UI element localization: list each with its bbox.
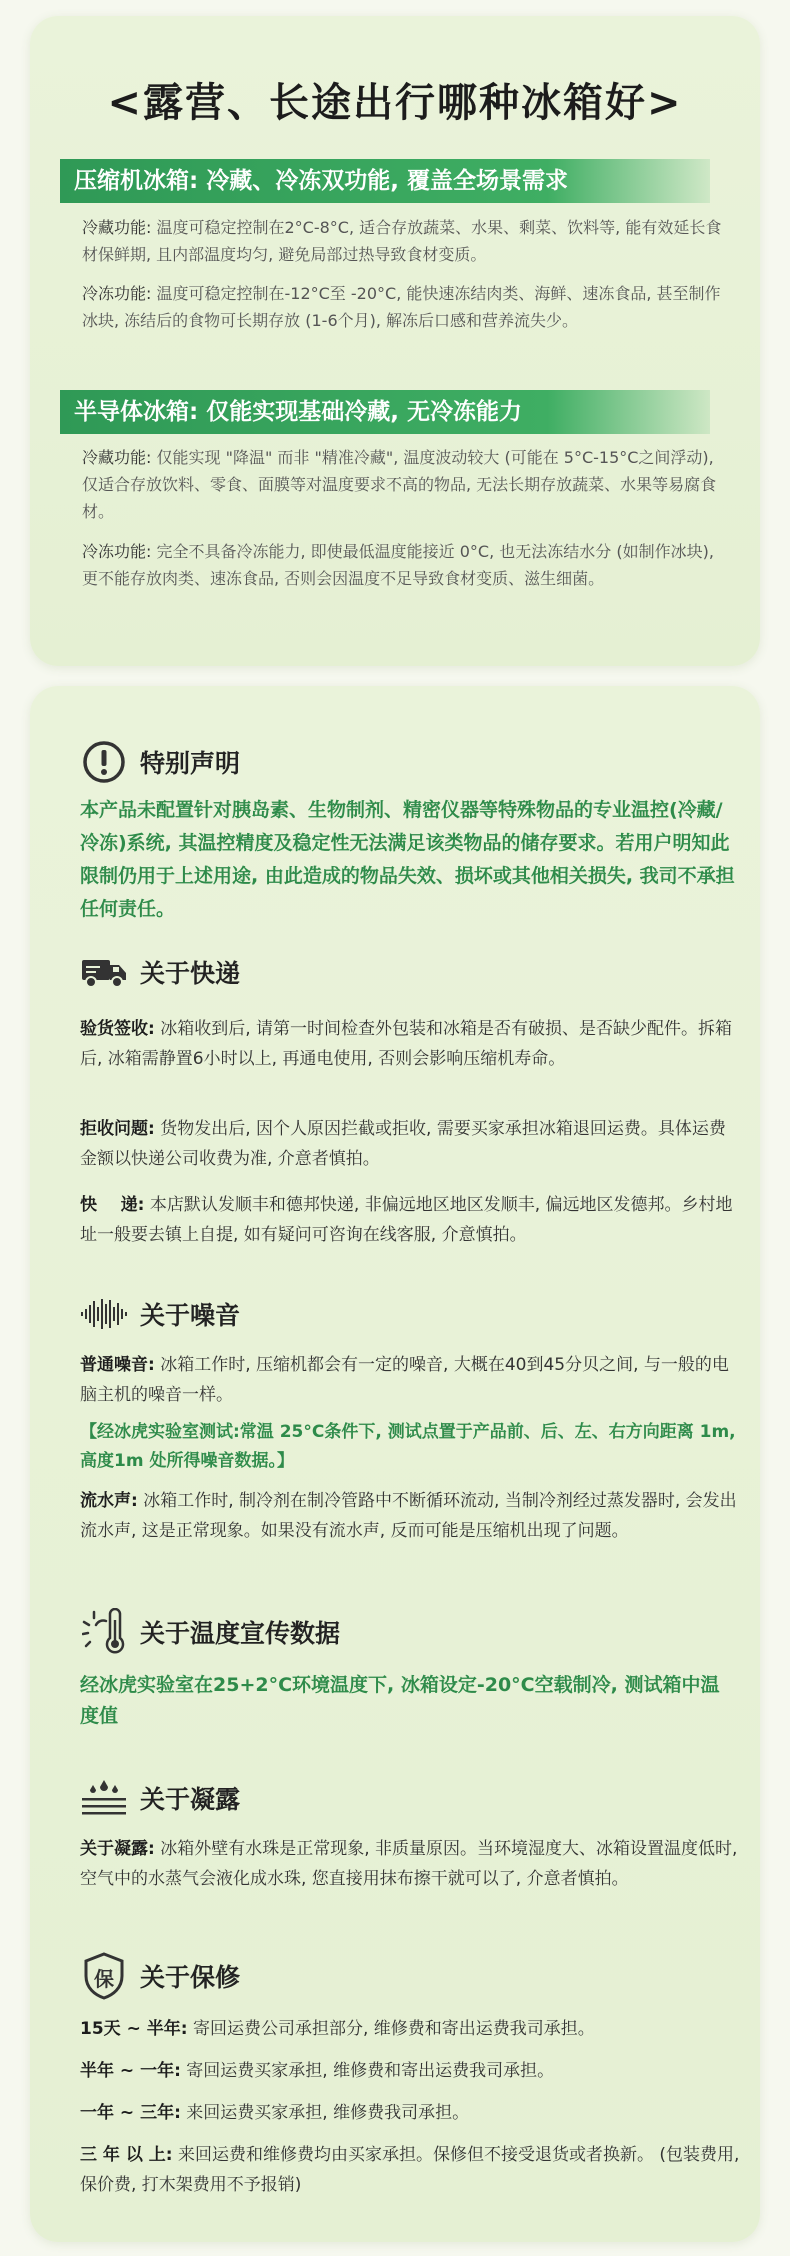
thermometer-sun-icon [80, 1608, 128, 1656]
delivery-item-label: 拒收问题: [80, 1119, 155, 1139]
noise-item-water-flow [80, 1486, 740, 1546]
warranty-item-1y-3y [80, 2098, 740, 2128]
warranty-item-over-3y [80, 2140, 740, 2200]
noise-item-label: 普通噪音: [80, 1355, 155, 1375]
delivery-item-inspection [80, 1014, 740, 1074]
warranty-shield-char: 保 [94, 1966, 114, 1991]
delivery-item-courier [80, 1190, 740, 1250]
delivery-item-rejection [80, 1114, 740, 1174]
warranty-item-text: 寄回运费公司承担部分, 维修费和寄出运费我司承担。 [187, 2019, 595, 2039]
dew-title: 关于凝露 [140, 1785, 241, 1814]
semiconductor-freeze-label: 冷冻功能: [82, 542, 152, 561]
dew-item [80, 1834, 740, 1894]
compressor-cold-text: 温度可稳定控制在2°C-8°C, 适合存放蔬菜、水果、剩菜、饮料等, 能有效延长食材保鲜期, 且内部温度均匀, 避免局部过热导致食材变质。 [82, 218, 722, 264]
delivery-item-label: 快 递: [80, 1195, 145, 1215]
warranty-item-label: 15天 ~ 半年: [80, 2019, 188, 2039]
semiconductor-cold-paragraph [82, 444, 732, 525]
warranty-item-text: 寄回运费买家承担, 维修费和寄出运费我司承担。 [180, 2061, 555, 2081]
notice-section-header [80, 738, 240, 786]
semiconductor-fridge-header: 半导体冰箱: 仅能实现基础冷藏, 无冷冻能力 [60, 390, 710, 434]
noise-title: 关于噪音 [140, 1301, 241, 1330]
warranty-item-label: 一年 ~ 三年: [80, 2103, 181, 2123]
noise-test-note: 【经冰虎实验室测试:常温 25°C条件下, 测试点置于产品前、后、左、右方向距离 1m, 高度1m 处所得噪音数据。】 [80, 1422, 736, 1471]
delivery-item-text: 货物发出后, 因个人原因拦截或拒收, 需要买家承担冰箱退回运费。具体运费金额以快递公司收费为准, 介意者慎拍。 [80, 1119, 726, 1169]
warranty-item-text: 来回运费和维修费均由买家承担。保修但不接受退货或者换新。 (包装费用, 保价费, 打木架费用不予报销) [80, 2145, 740, 2195]
exclamation-circle-icon [80, 738, 128, 786]
compressor-freeze-paragraph [82, 280, 732, 334]
delivery-section-header [80, 948, 240, 996]
warranty-title: 关于保修 [140, 1963, 241, 1992]
compressor-cold-paragraph [82, 214, 732, 268]
service-notes-card [30, 686, 760, 2242]
delivery-item-text: 冰箱收到后, 请第一时间检查外包装和冰箱是否有破损、是否缺少配件。拆箱后, 冰箱需静置6小时以上, 再通电使用, 否则会影响压缩机寿命。 [80, 1019, 733, 1069]
notice-text: 本产品未配置针对胰岛素、生物制剂、精密仪器等特殊物品的专业温控(冷藏/冷冻)系统, 其温控精度及稳定性无法满足该类物品的储存要求。若用户明知此限制仍用于上述用途, 由此造成的物品失效、损坏或其他相关损失, 我司不承担任何责任。 [80, 799, 735, 920]
semiconductor-freeze-paragraph [82, 538, 732, 592]
warranty-section-header [80, 1952, 240, 2000]
compressor-freeze-label: 冷冻功能: [82, 284, 152, 303]
noise-item-text: 冰箱工作时, 压缩机都会有一定的噪音, 大概在40到45分贝之间, 与一般的电脑主机的噪音一样。 [80, 1355, 729, 1405]
delivery-title: 关于快递 [140, 959, 241, 988]
warranty-item-6m-1y [80, 2056, 740, 2086]
noise-section-header [80, 1290, 240, 1338]
dew-section-header [80, 1774, 240, 1822]
temperature-title: 关于温度宣传数据 [140, 1619, 341, 1648]
page-title: <露营、长途出行哪种冰箱好> [107, 80, 683, 126]
notice-title: 特别声明 [140, 749, 241, 778]
warranty-shield-icon [80, 1952, 128, 2000]
delivery-item-text: 本店默认发顺丰和德邦快递, 非偏远地区地区发顺丰, 偏远地区发德邦。乡村地址一般要去镇上自提, 如有疑问可咨询在线客服, 介意慎拍。 [80, 1195, 733, 1245]
warranty-item-label: 三 年 以 上: [80, 2145, 173, 2165]
compressor-fridge-header: 压缩机冰箱: 冷藏、冷冻双功能, 覆盖全场景需求 [60, 159, 710, 203]
noise-item-normal [80, 1350, 740, 1410]
condensation-icon [80, 1774, 128, 1822]
semiconductor-cold-label: 冷藏功能: [82, 448, 152, 467]
sound-wave-icon [80, 1290, 128, 1338]
dew-item-label: 关于凝露: [80, 1839, 155, 1859]
semiconductor-freeze-text: 完全不具备冷冻能力, 即使最低温度能接近 0°C, 也无法冻结水分 (如制作冰块), 更不能存放肉类、速冻食品, 否则会因温度不足导致食材变质、滋生细菌。 [82, 542, 714, 588]
compressor-freeze-text: 温度可稳定控制在-12°C至 -20°C, 能快速冻结肉类、海鲜、速冻食品, 甚至制作冰块, 冻结后的食物可长期存放 (1-6个月), 解冻后口感和营养流失少。 [82, 284, 721, 330]
warranty-item-label: 半年 ~ 一年: [80, 2061, 181, 2081]
dew-item-text: 冰箱外壁有水珠是正常现象, 非质量原因。当环境湿度大、冰箱设置温度低时, 空气中的水蒸气会液化成水珠, 您直接用抹布擦干就可以了, 介意者慎拍。 [80, 1839, 738, 1889]
semiconductor-cold-text: 仅能实现 "降温" 而非 "精准冷藏", 温度波动较大 (可能在 5°C-15°C之间浮动), 仅适合存放饮料、零食、面膜等对温度要求不高的物品, 无法长期存放蔬菜、水果等易腐食材。 [82, 448, 717, 521]
compressor-cold-label: 冷藏功能: [82, 218, 152, 237]
fridge-comparison-card [30, 16, 760, 666]
temperature-text: 经冰虎实验室在25+2°C环境温度下, 冰箱设定-20°C空载制冷, 测试箱中温度值 [80, 1674, 720, 1727]
noise-item-text: 冰箱工作时, 制冷剂在制冷管路中不断循环流动, 当制冷剂经过蒸发器时, 会发出流水声, 这是正常现象。如果没有流水声, 反而可能是压缩机出现了问题。 [80, 1491, 737, 1541]
warranty-item-text: 来回运费买家承担, 维修费我司承担。 [180, 2103, 470, 2123]
temperature-section-header [80, 1608, 340, 1656]
warranty-item-15d-6m [80, 2014, 740, 2044]
delivery-item-label: 验货签收: [80, 1019, 155, 1039]
delivery-truck-icon [80, 948, 128, 996]
noise-item-label: 流水声: [80, 1491, 138, 1511]
